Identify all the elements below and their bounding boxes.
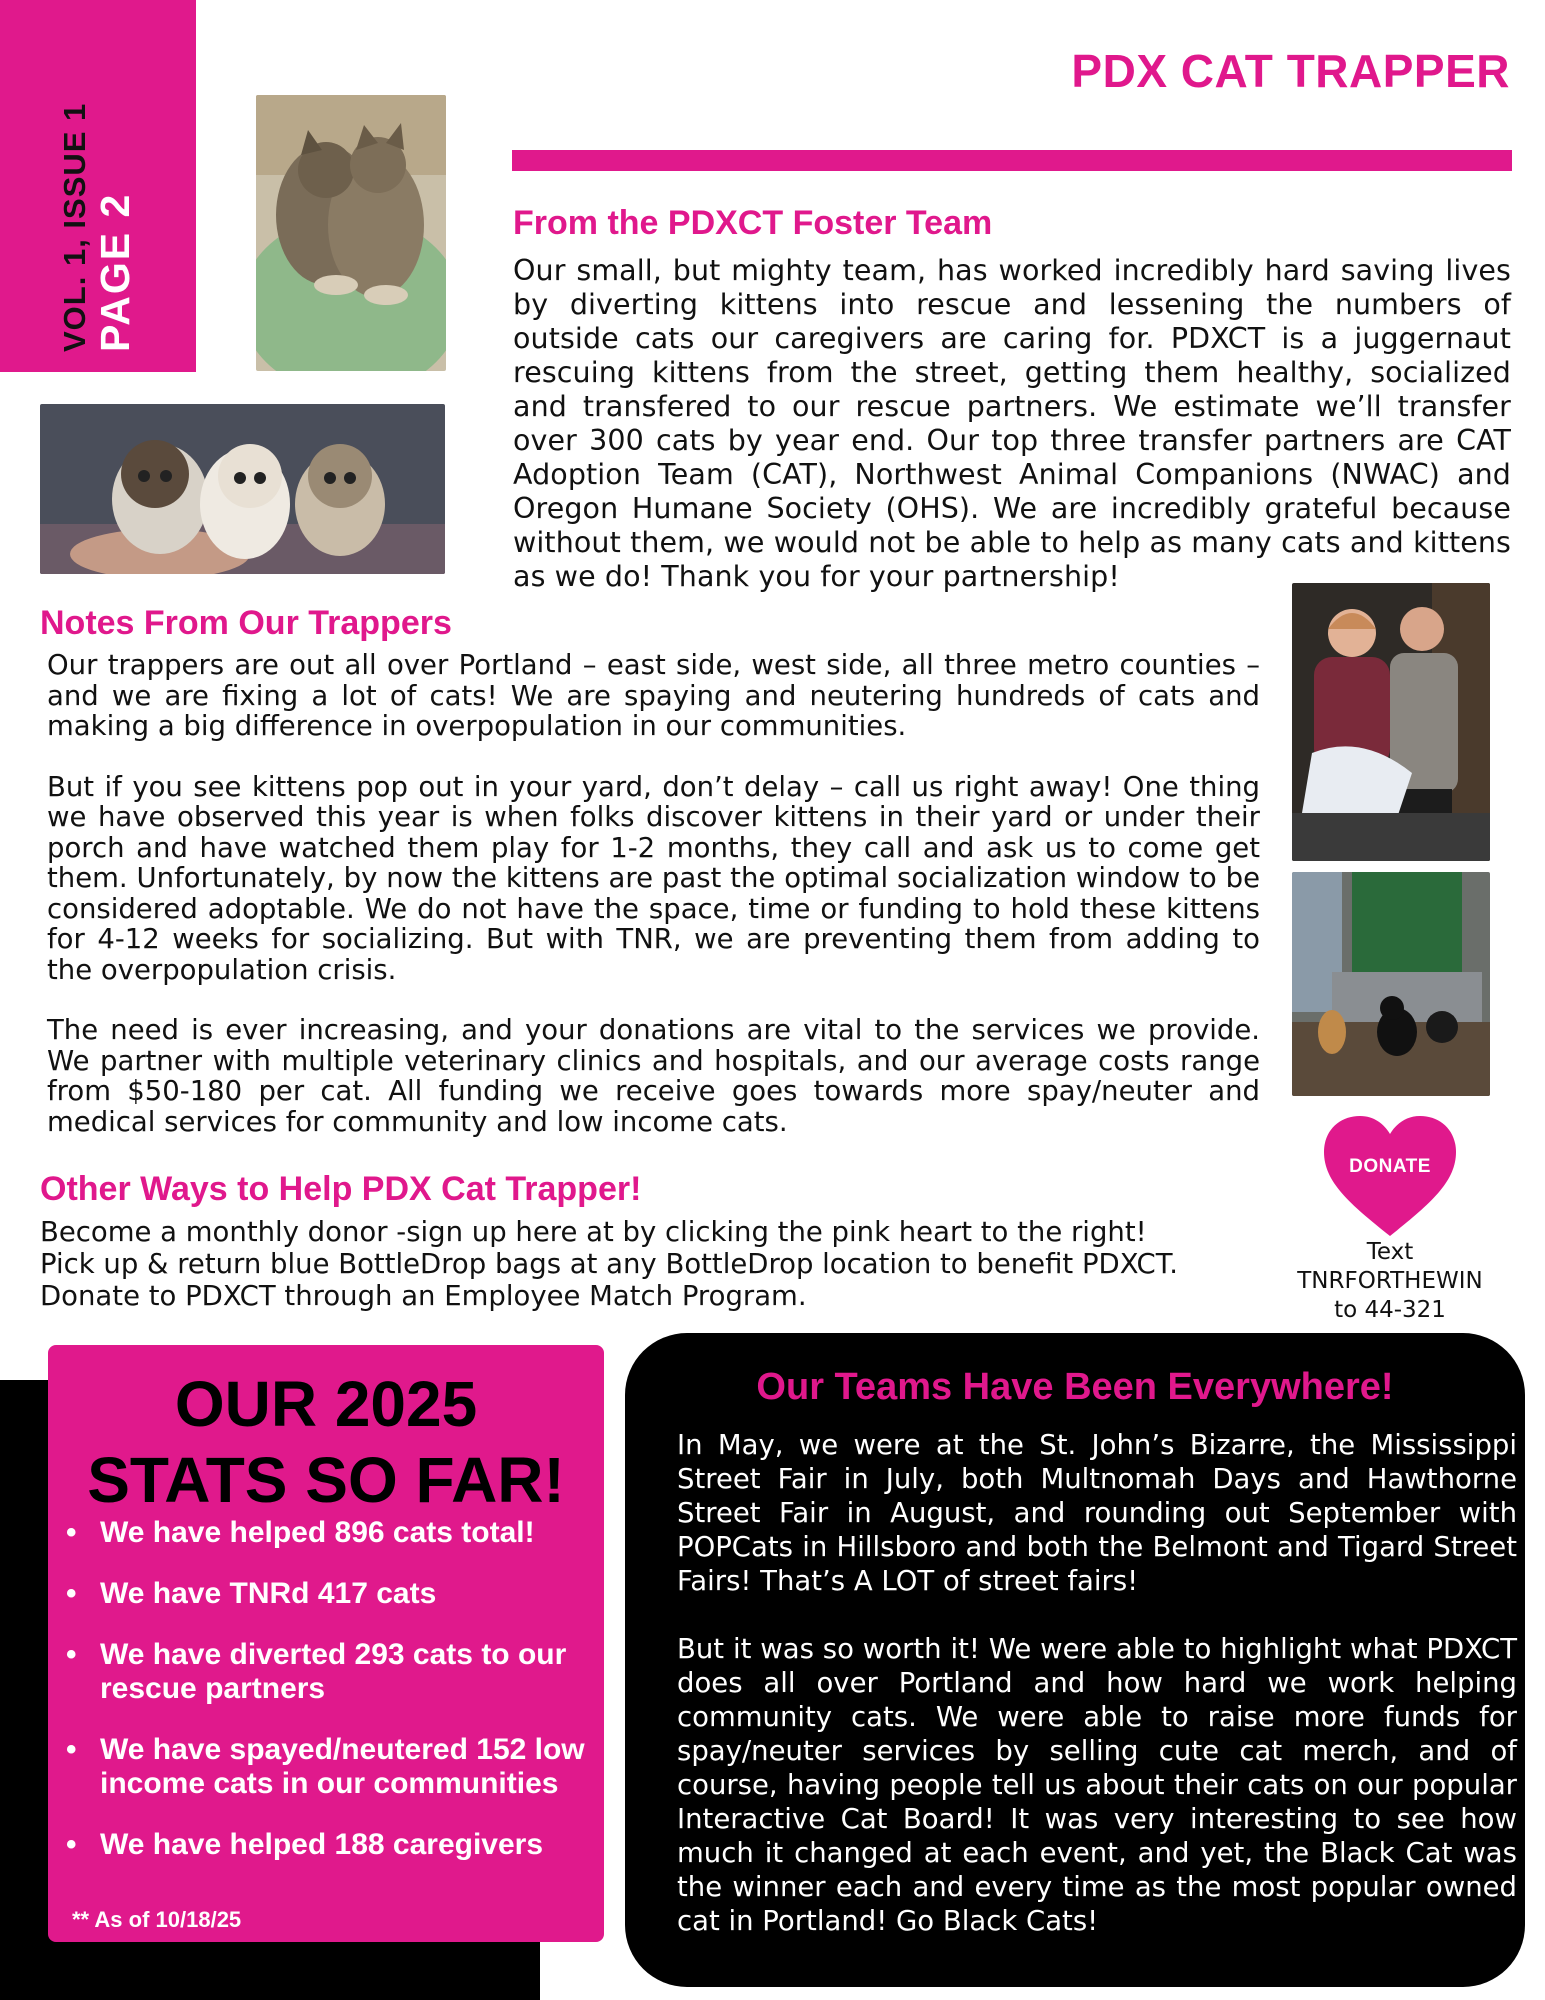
teams-paragraph: But it was so worth it! We were able to highlight what PDXCT does all over Portland and how hard we work helping community cats. We were able to raise more funds for spay/neuter services by selling cute cat merch, and of course, having people tell us about their cats on our popular Interactive Cat Board! It was very interesting to see how much it changed at each event, and yet, the Black Cat was the winner each and every time as the most popular owned cat in Portland! Go Black Cats! (677, 1633, 1517, 1937)
volume-label: VOL. 1, ISSUE 1 (57, 102, 93, 352)
stats-title-line: STATS SO FAR! (87, 1444, 565, 1516)
text-note-keyword: TNRFORTHEWIN (1297, 1268, 1483, 1294)
yard-cats-photo (1292, 872, 1490, 1096)
teams-heading: Our Teams Have Been Everywhere! (756, 1366, 1394, 1408)
tabby-kittens-photo (256, 95, 446, 371)
stats-title (48, 1366, 604, 1518)
donate-heart-button[interactable] (1320, 1112, 1460, 1240)
page-label: PAGE 2 (91, 192, 138, 352)
other-ways-heading: Other Ways to Help PDX Cat Trapper! (40, 1170, 642, 1208)
foster-heading: From the PDXCT Foster Team (513, 204, 993, 242)
issue-side-tab (0, 0, 196, 372)
text-note-number: to 44-321 (1334, 1297, 1446, 1323)
text-note-line: Text (1366, 1239, 1414, 1265)
three-kittens-photo (40, 404, 445, 574)
other-ways-item: Pick up & return blue BottleDrop bags at any BottleDrop location to benefit PDXCT. (40, 1248, 1179, 1280)
trappers-paragraph: The need is ever increasing, and your donations are vital to the services we provide. We partner with multiple veterinary clinics and hospitals, and our average costs range from $50-180 per cat. All funding we receive goes towards more spay/neuter and medical services for community and low income cats. (47, 1014, 1260, 1138)
trappers-paragraph: But if you see kittens pop out in your yard, don’t delay – call us right away! One thing we have observed this year is when folks discover kittens in their yard or under their porch and have watched them play for 1-2 months, they call and ask us to come get them. Unfortunately, by now the kittens are past the optimal socialization window to be considered adoptable. We do not have the space, time or funding to hold these kittens for 4-12 weeks for socializing. But with TNR, we are preventing them from adding to the overpopulation crisis. (47, 770, 1260, 986)
stats-item: • We have helped 188 caregivers (62, 1828, 622, 1862)
stats-item: • We have diverted 293 cats to our rescue partners (62, 1638, 622, 1706)
trappers-heading: Notes From Our Trappers (40, 604, 452, 642)
stats-list (62, 1516, 622, 1889)
stats-item: • We have TNRd 417 cats (62, 1577, 622, 1611)
donate-label: DONATE (1349, 1156, 1431, 1177)
text-to-donate-note (1280, 1238, 1500, 1325)
other-ways-list (40, 1216, 1240, 1312)
trappers-body (47, 650, 1260, 1137)
teams-body (677, 1428, 1517, 1938)
teams-paragraph: In May, we were at the St. John’s Bizarre, the Mississippi Street Fair in July, both Multnomah Days and Hawthorne Street Fair in August, and rounding out September with POPCats in Hillsboro and both the Belmont and Tigard Street Fairs! That’s A LOT of street fairs! (677, 1429, 1517, 1597)
foster-body: Our small, but mighty team, has worked incredibly hard saving lives by diverting kittens into rescue and lessening the numbers of outside cats our caregivers are caring for. PDXCT is a juggernaut rescuing kittens from the street, getting them healthy, socialized and transfered to our rescue partners. We estimate we’ll transfer over 300 cats by year end. Our top three transfer partners are CAT Adoption Team (CAT), Northwest Animal Companions (NWAC) and Oregon Humane Society (OHS). We are incredibly grateful because without them, we would not be able to help as many cats and kittens as we do! Thank you for your partnership! (513, 254, 1511, 593)
trappers-people-photo (1292, 583, 1490, 861)
stats-item: • We have helped 896 cats total! (62, 1516, 622, 1550)
masthead-title: PDX CAT TRAPPER (1071, 45, 1510, 97)
other-ways-item: Donate to PDXCT through an Employee Match Program. (40, 1280, 807, 1312)
stats-title-line: OUR 2025 (174, 1368, 478, 1440)
stats-footnote: ** As of 10/18/25 (72, 1907, 242, 1932)
other-ways-item: Become a monthly donor -sign up here at by clicking the pink heart to the right! (40, 1216, 1147, 1248)
header-rule (512, 150, 1512, 171)
stats-item: • We have spayed/neutered 152 low income cats in our communities (62, 1733, 622, 1801)
trappers-paragraph: Our trappers are out all over Portland – east side, west side, all three metro counties – and we are fixing a lot of cats! We are spaying and neutering hundreds of cats and making a big difference in overpopulation in our communities. (47, 649, 1260, 742)
